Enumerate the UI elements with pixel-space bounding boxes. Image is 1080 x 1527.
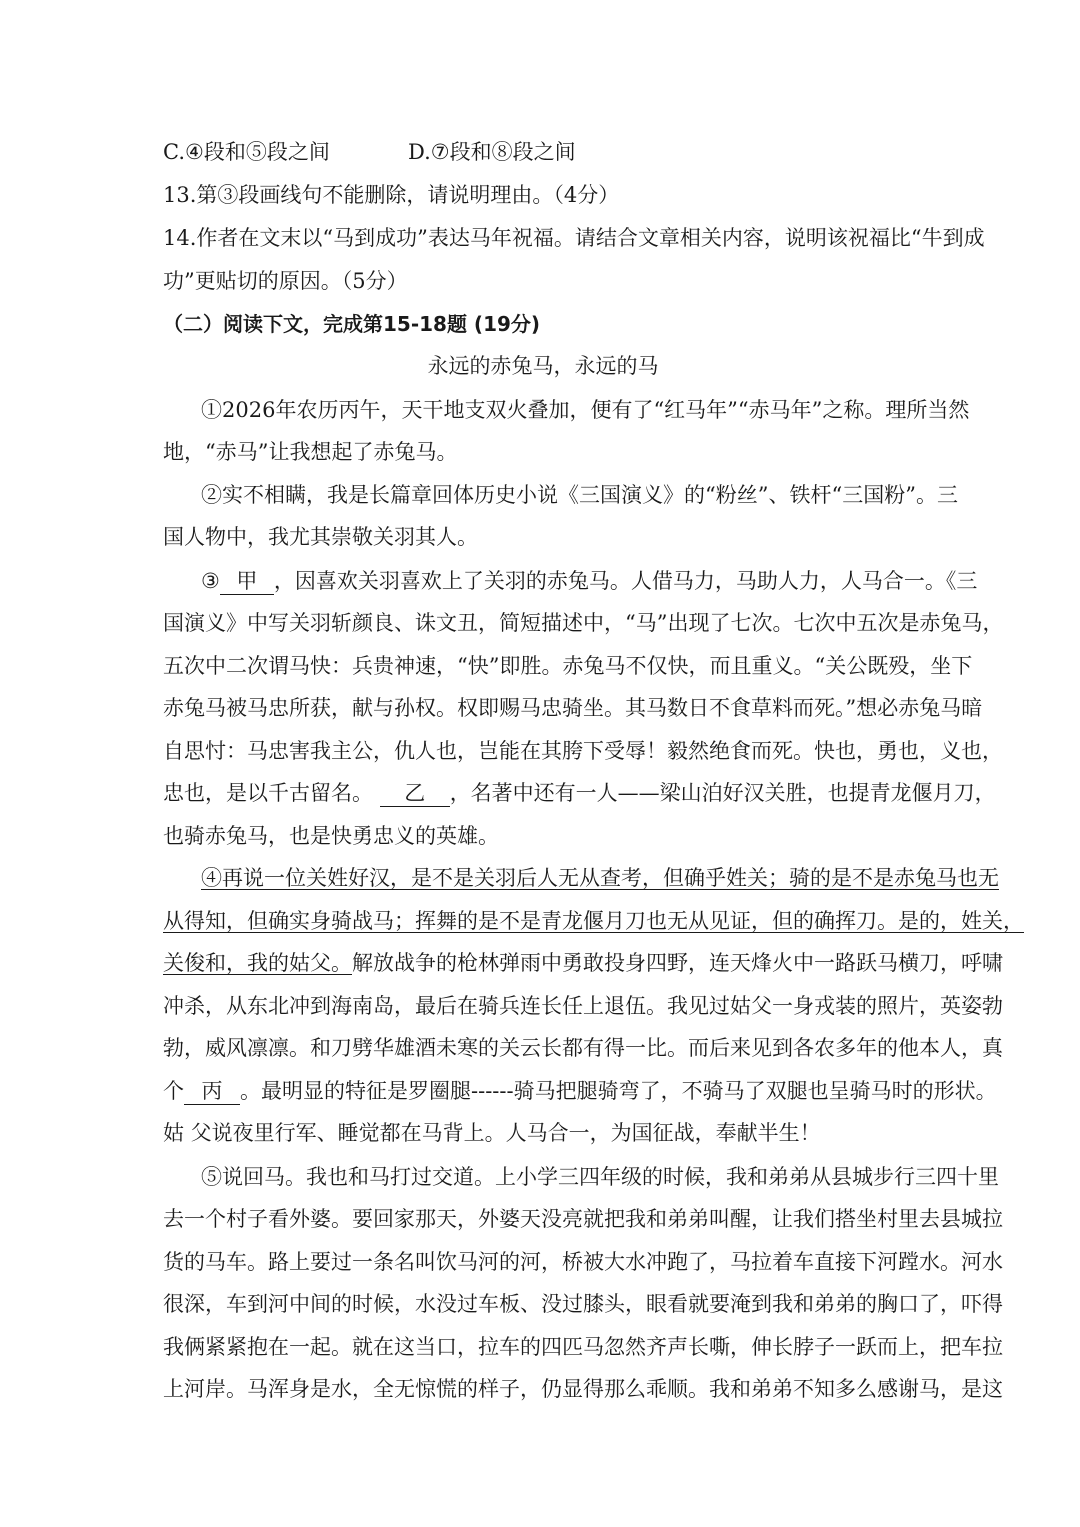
p4-line-5: 勃，威风凛凛。和刀劈华雄酒未寒的关云长都有得一比。而后来见到各农多年的他本人，真 — [163, 1036, 1003, 1060]
p4-line-3-underlined: 关俊和，我的姑父。 — [163, 951, 352, 975]
p4-line-6-text: 。最明显的特征是罗圈腿------骑马把腿骑弯了，不骑马了双腿也呈骑马时的形状。 — [240, 1079, 997, 1103]
option-d: D.⑦段和⑧段之间 — [408, 140, 576, 164]
p3-line-4: 赤兔马被马忠所获，献与孙权。权即赐马忠骑坐。其马数日不食草料而死。”想必赤兔马暗 — [163, 696, 983, 720]
p4-line-7: 姑 父说夜里行军、睡觉都在马背上。人马合一，为国征战，奉献半生！ — [163, 1121, 821, 1145]
question-13: 13.第③段画线句不能删除，请说明理由。（4分） — [163, 183, 620, 207]
p1-line-1: ①2026年农历丙午，天干地支双火叠加，便有了“红马年”“赤马年”之称。理所当然 — [201, 398, 970, 422]
p4-line-6 — [163, 1076, 997, 1106]
p3-line-6-pre: 忠也，是以千古留名。 — [163, 781, 373, 805]
p3-line-6 — [163, 778, 996, 808]
blank-yi: 乙 — [380, 780, 450, 807]
answer-options — [163, 137, 923, 167]
p5-line-5: 我俩紧紧抱在一起。就在这当口，拉车的四匹马忽然齐声长嘶，伸长脖子一跃而上，把车拉 — [163, 1335, 1003, 1359]
question-14-line-2: 功”更贴切的原因。（5分） — [163, 269, 408, 293]
p4-line-2-underlined: 从得知，但确实身骑战马；挥舞的是不是青龙偃月刀也无从见证，但的确挥刀。是的，姓关， — [163, 909, 1024, 933]
p4-line-4: 冲杀，从东北冲到海南岛，最后在骑兵连长任上退伍。我见过姑父一身戎装的照片，英姿勃 — [163, 994, 1003, 1018]
p4-line-6-pre: 个 — [163, 1079, 184, 1103]
p4-line-3 — [163, 948, 1003, 978]
p3-line-1-text: ，因喜欢关羽喜欢上了关羽的赤兔马。人借马力，马助人力，人马合一。《三 — [273, 569, 978, 593]
p2-line-1: ②实不相瞒，我是长篇章回体历史小说《三国演义》的“粉丝”、铁杆“三国粉”。三 — [201, 483, 958, 507]
option-c: C.④段和⑤段之间 — [163, 140, 330, 164]
p1-line-2: 地，“赤马”让我想起了赤兔马。 — [163, 440, 458, 464]
p5-line-1: ⑤说回马。我也和马打过交道。上小学三四年级的时候，我和弟弟从县城步行三四十里 — [201, 1165, 999, 1189]
p3-line-6-text: ，名著中还有一人——梁山泊好汉关胜，也提青龙偃月刀， — [449, 781, 996, 805]
p4-line-1-underlined: ④再说一位关姓好汉，是不是关羽后人无从查考，但确乎姓关；骑的是不是赤兔马也无 — [201, 866, 999, 890]
blank-bing: 丙 — [184, 1078, 240, 1105]
article-title: 永远的赤兔马，永远的马 — [427, 354, 659, 378]
p5-line-3: 货的马车。路上要过一条名叫饮马河的河，桥被大水冲跑了，马拉着车直接下河蹚水。河水 — [163, 1250, 1003, 1274]
p4-line-3-text: 解放战争的枪林弹雨中勇敢投身四野，连天烽火中一路跃马横刀，呼啸 — [352, 951, 1003, 975]
p3-line-5: 自思忖：马忠害我主公，仇人也，岂能在其胯下受辱！毅然绝食而死。快也，勇也，义也， — [163, 739, 1003, 763]
p3-line-2: 国演义》中写关羽斩颜良、诛文丑，简短描述中，“马”出现了七次。七次中五次是赤兔马， — [163, 611, 1004, 635]
p5-line-2: 去一个村子看外婆。要回家那天，外婆天没亮就把我和弟弟叫醒，让我们搭坐村里去县城拉 — [163, 1207, 1003, 1231]
p3-line-7: 也骑赤兔马，也是快勇忠义的英雄。 — [163, 824, 499, 848]
p5-line-4: 很深，车到河中间的时候，水没过车板、没过膝头，眼看就要淹到我和弟弟的胸口了，吓得 — [163, 1292, 1003, 1316]
section-header: （二）阅读下文，完成第15-18题 (19分) — [163, 312, 541, 336]
p3-number: ③ — [201, 569, 220, 593]
p3-line-3: 五次中二次谓马快：兵贵神速，“快”即胜。赤兔马不仅快，而且重义。“关公既殁，坐下 — [163, 654, 973, 678]
p2-line-2: 国人物中，我尤其崇敬关羽其人。 — [163, 525, 478, 549]
blank-jia: 甲 — [220, 568, 274, 595]
p3-line-1 — [163, 566, 978, 596]
p5-line-6: 上河岸。马浑身是水，全无惊慌的样子，仍显得那么乖顺。我和弟弟不知多么感谢马，是这 — [163, 1377, 1003, 1401]
question-14-line-1: 14.作者在文末以“马到成功”表达马年祝福。请结合文章相关内容，说明该祝福比“牛到成 — [163, 226, 985, 250]
